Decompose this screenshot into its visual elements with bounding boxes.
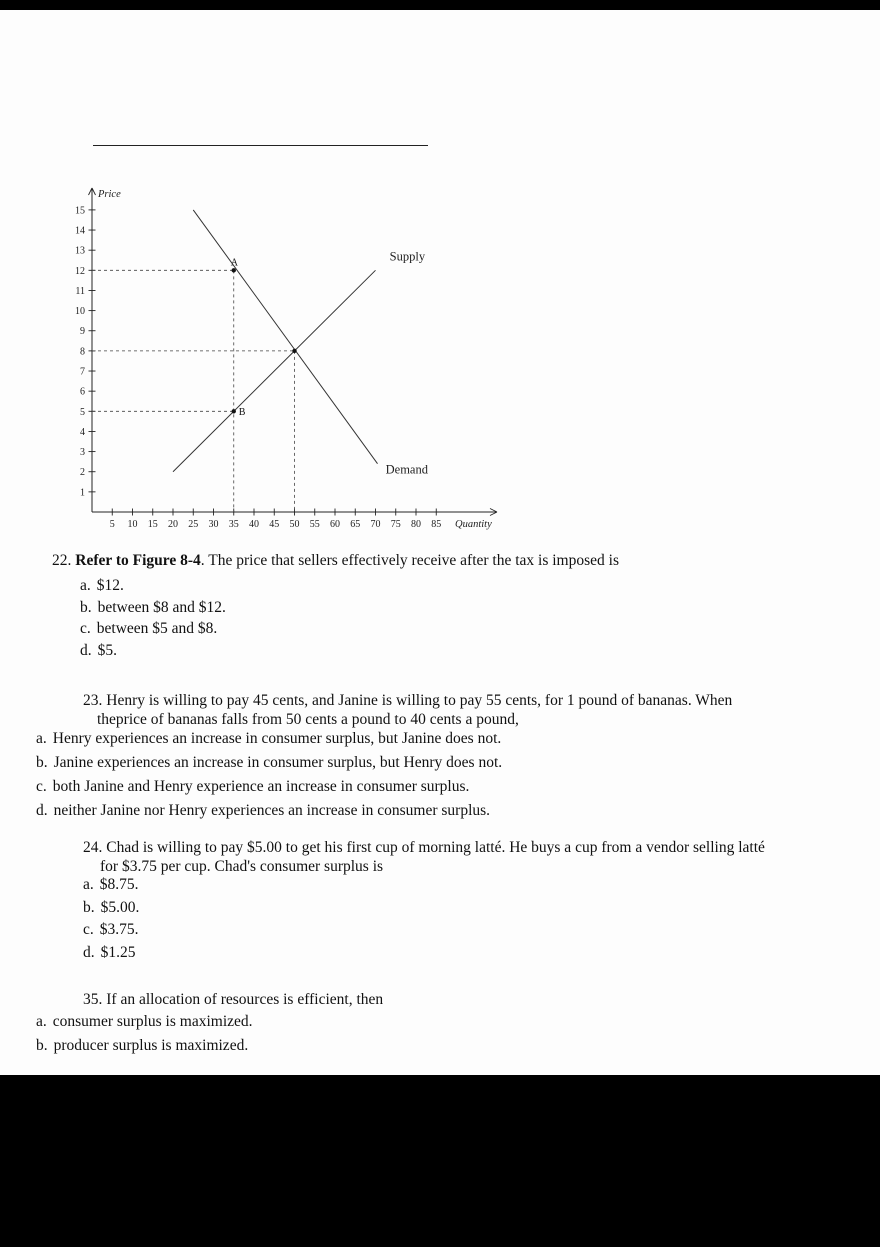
- name-blank-line: [93, 145, 428, 146]
- x-tick-label: 55: [309, 519, 320, 530]
- question-24-number: 24.: [83, 839, 103, 856]
- question-23-number: 23.: [83, 692, 103, 709]
- x-tick-label: 25: [188, 519, 199, 530]
- question-23-stem: [83, 691, 732, 729]
- y-tick-label: 13: [75, 245, 85, 257]
- x-tick-label: 35: [228, 519, 239, 530]
- question-22-option-a: a. $12.: [80, 577, 124, 594]
- question-23-options: [36, 729, 502, 825]
- question-22-bold-ref: Refer to Figure 8-4: [75, 552, 201, 569]
- x-tick-label: 5: [109, 519, 115, 530]
- point-label-B: B: [238, 406, 246, 418]
- question-24-option-b: b. $5.00.: [83, 898, 140, 916]
- question-22-option-d: d. $5.: [80, 642, 117, 660]
- y-tick-label: 5: [80, 406, 85, 418]
- question-22-options: [80, 576, 226, 663]
- question-23-option-c: c. both Janine and Henry experience an increase in consumer surplus.: [36, 778, 470, 795]
- question-24-line2: for $3.75 per cup. Chad's consumer surplus is: [100, 858, 384, 875]
- question-35-option-a: a. consumer surplus is maximized.: [36, 1013, 253, 1030]
- question-23-line2: theprice of bananas falls from 50 cents a pound to 40 cents a pound,: [97, 711, 519, 728]
- document-page: [0, 10, 880, 1075]
- y-tick-label: 6: [80, 386, 85, 398]
- supply-curve: [173, 270, 376, 471]
- question-22-text: . The price that sellers effectively receive after the tax is imposed is: [200, 552, 619, 569]
- question-24-options: [83, 875, 139, 966]
- y-tick-label: 11: [75, 285, 85, 297]
- x-tick-label: 45: [269, 519, 280, 530]
- figure-8-4-chart: [65, 185, 515, 547]
- x-tick-label: 20: [168, 519, 178, 530]
- y-tick-label: 3: [80, 447, 85, 459]
- point-marker-A: [232, 268, 236, 272]
- question-23-option-a: a. Henry experiences an increase in consumer surplus, but Janine does not.: [36, 730, 502, 747]
- y-tick-label: 2: [80, 467, 85, 479]
- question-24-option-c: c. $3.75.: [83, 921, 139, 939]
- point-marker-B: [232, 409, 236, 413]
- demand-curve: [193, 210, 377, 464]
- x-tick-label: 15: [147, 519, 158, 530]
- question-35-options: [36, 1012, 253, 1060]
- question-35-option-b: b. producer surplus is maximized.: [36, 1037, 249, 1054]
- y-tick-label: 9: [80, 326, 85, 338]
- y-tick-label: 10: [75, 306, 85, 318]
- question-23-option-b: b. Janine experiences an increase in consumer surplus, but Henry does not.: [36, 754, 503, 771]
- x-tick-label: 60: [330, 519, 340, 530]
- y-tick-label: 1: [80, 487, 85, 499]
- question-24-stem: [83, 838, 765, 876]
- question-35-number: 35.: [83, 991, 103, 1008]
- x-axis-label: Quantity: [455, 519, 492, 530]
- point-label-A: A: [230, 257, 238, 269]
- x-tick-label: 75: [390, 519, 401, 530]
- point-marker: [292, 349, 296, 353]
- supply-label: Supply: [389, 249, 426, 264]
- question-35-stem: [83, 990, 383, 1009]
- x-tick-label: 70: [370, 519, 381, 530]
- question-22-option-c: c. between $5 and $8.: [80, 620, 218, 638]
- x-tick-label: 10: [127, 519, 138, 530]
- y-tick-label: 8: [80, 346, 85, 358]
- y-tick-label: 12: [75, 265, 85, 277]
- question-23-line1: Henry is willing to pay 45 cents, and Janine is willing to pay 55 cents, for 1 pound of bananas. When: [106, 692, 733, 709]
- x-tick-label: 40: [249, 519, 259, 530]
- question-24-option-a: a. $8.75.: [83, 876, 139, 893]
- question-35-line1: If an allocation of resources is efficient, then: [106, 991, 384, 1008]
- question-22-number: 22.: [52, 552, 72, 569]
- y-axis-label: Price: [98, 189, 121, 200]
- y-tick-label: 15: [75, 205, 85, 217]
- demand-label: Demand: [385, 462, 428, 477]
- y-tick-label: 7: [80, 366, 85, 378]
- supply-demand-chart-svg: [65, 185, 515, 547]
- question-22-option-b: b. between $8 and $12.: [80, 598, 226, 616]
- x-tick-label: 50: [289, 519, 300, 530]
- question-22-stem: [52, 551, 619, 570]
- question-23-option-d: d. neither Janine nor Henry experiences an increase in consumer surplus.: [36, 802, 491, 819]
- question-24-line1: Chad is willing to pay $5.00 to get his first cup of morning latté. He buys a cup from a vendor selling latté: [106, 839, 765, 856]
- y-tick-label: 14: [75, 225, 85, 237]
- x-tick-label: 80: [411, 519, 421, 530]
- x-tick-label: 85: [431, 519, 442, 530]
- x-tick-label: 65: [350, 519, 361, 530]
- y-tick-label: 4: [80, 426, 85, 438]
- question-24-option-d: d. $1.25: [83, 944, 136, 962]
- x-tick-label: 30: [208, 519, 219, 530]
